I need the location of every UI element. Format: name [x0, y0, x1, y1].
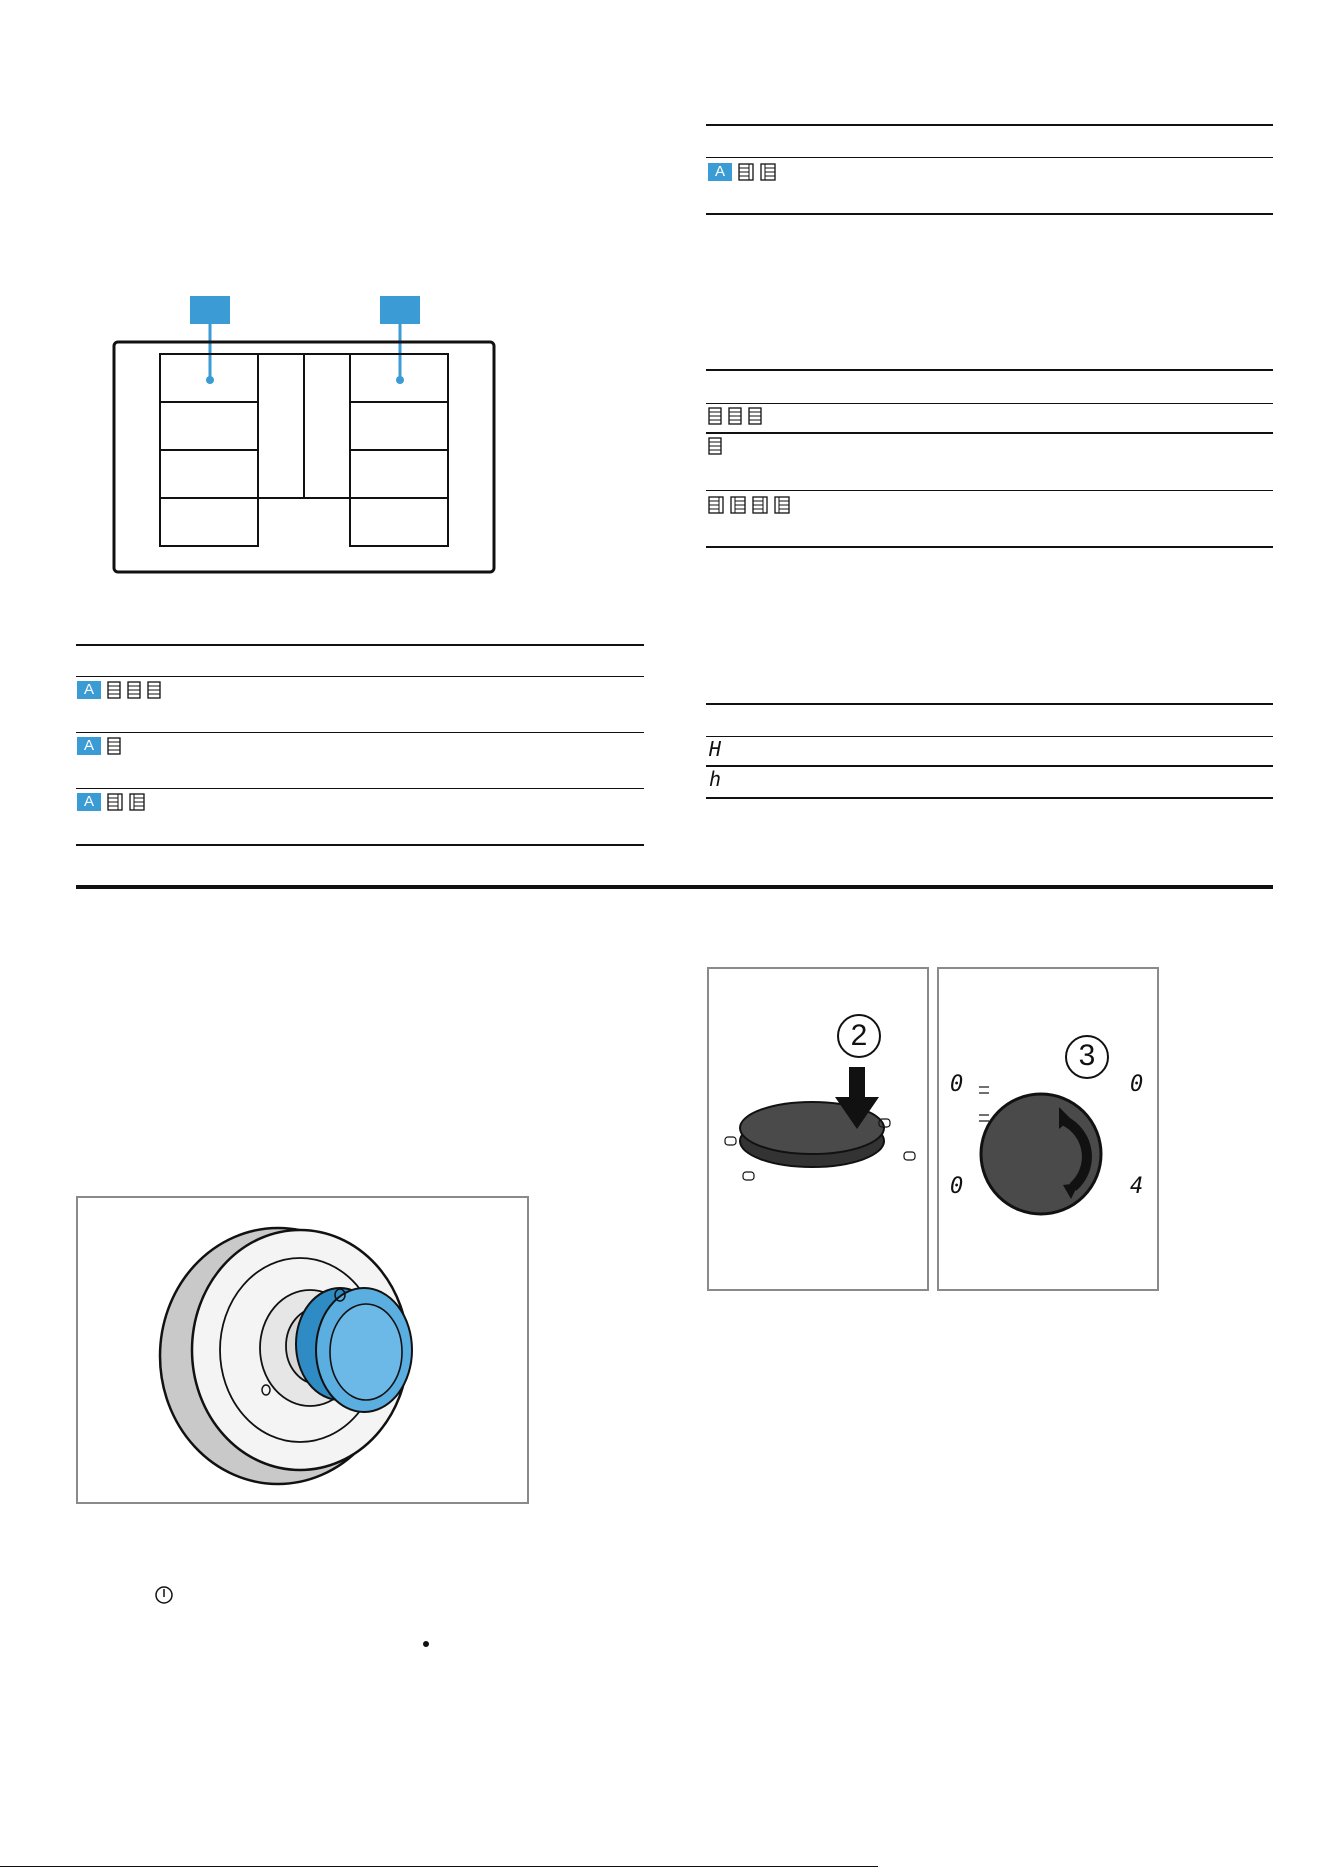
marker-box-right	[380, 296, 420, 324]
turn-knob-illustration	[939, 969, 1157, 1289]
badge-a: A	[77, 681, 101, 699]
bars-icon	[107, 681, 121, 699]
bars-icon	[147, 681, 161, 699]
right-table-1-row-1-symbols	[708, 163, 776, 181]
badge-a: A	[708, 163, 732, 181]
dial-readout-top-left: 0	[950, 1072, 964, 1097]
right-table-3-row-2-symbol	[709, 767, 721, 791]
press-knob-illustration	[709, 969, 927, 1289]
power-icon	[154, 1585, 174, 1605]
bars-icon	[708, 407, 722, 425]
left-table-row-1-symbols	[77, 681, 161, 699]
marker-box-left	[190, 296, 230, 324]
footer-rule	[0, 1866, 878, 1867]
split-bars-icon	[708, 496, 724, 514]
section-divider	[76, 885, 1273, 889]
bars-icon	[728, 407, 742, 425]
bullet-dot	[423, 1641, 429, 1647]
split-bars-icon	[107, 793, 123, 811]
display-symbol-H: H	[709, 737, 722, 761]
bars-icon	[708, 437, 722, 455]
right-table-2-row-3-symbols	[708, 496, 790, 514]
split-bars-icon	[774, 496, 790, 514]
step-3-number: 3	[1078, 1039, 1096, 1072]
bars-icon	[127, 681, 141, 699]
display-symbol-h: h	[709, 767, 722, 791]
knob-illustration	[78, 1198, 527, 1502]
split-bars-icon	[730, 496, 746, 514]
left-table-row-3-symbols	[77, 793, 145, 811]
split-bars-icon	[760, 163, 776, 181]
split-bars-icon	[738, 163, 754, 181]
right-table-2-row-1-symbols	[708, 407, 762, 425]
bars-icon	[748, 407, 762, 425]
dial-readout-bottom-right: 4	[1130, 1174, 1144, 1199]
left-table-row-2-symbols	[77, 737, 121, 755]
split-bars-icon	[129, 793, 145, 811]
right-table-2-row-2-symbols	[708, 437, 722, 455]
right-table-3-row-1-symbol	[709, 737, 721, 761]
step-2-number: 2	[850, 1019, 868, 1052]
dial-readout-top-right: 0	[1130, 1072, 1144, 1097]
badge-a: A	[77, 793, 101, 811]
dial-readout-bottom-left: 0	[950, 1174, 964, 1199]
split-bars-icon	[752, 496, 768, 514]
cooktop-zone-diagram	[100, 290, 510, 580]
bars-icon	[107, 737, 121, 755]
badge-a: A	[77, 737, 101, 755]
